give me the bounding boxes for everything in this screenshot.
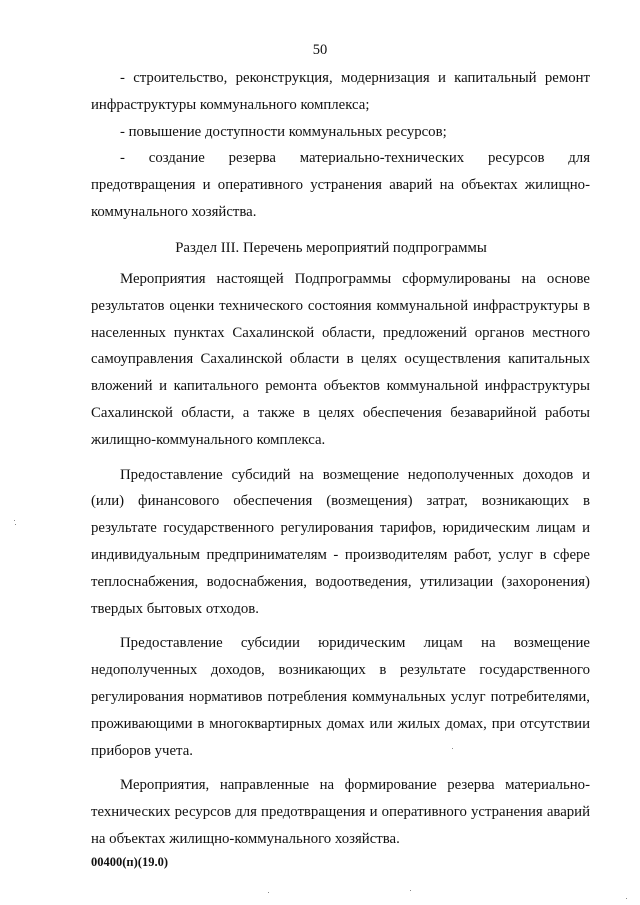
section-body [91,266,590,853]
paragraph: Мероприятия настоящей Подпрограммы сформулированы на основе результатов оценки технического состояния коммунальной инфраструктуры в населенных пунктах Сахалинской области, предложений органов местного самоуправления Сахалинской области в целях осуществления капитальных вложений и капитального ремонта объектов коммунальной инфраструктуры Сахалинской области, а также в целях обеспечения безаварийной работы жилищно-коммунального комплекса. [91,271,590,448]
list-item: - повышение доступности коммунальных ресурсов; [120,123,447,140]
list-item: - строительство, реконструкция, модернизация и капитальный ремонт инфраструктуры коммунального комплекса; [91,70,590,113]
intro-list [91,65,590,226]
list-item: - создание резерва материально-технических ресурсов для предотвращения и оперативного устранения аварий на объектах жилищно-коммунального хозяйства. [91,150,590,220]
paragraph: Предоставление субсидий на возмещение недополученных доходов и (или) финансового обеспечения (возмещения) затрат, возникающих в результате государственного регулирования тарифов, юридическим лицам и индивидуальным предпринимателям - производителям работ, услуг в сфере теплоснабжения, водоснабжения, водоотведения, утилизации (захоронения) твердых бытовых отходов. [91,466,590,617]
section-heading: Раздел III. Перечень мероприятий подпрограммы [175,240,487,256]
scan-speck [452,748,453,749]
document-code: 00400(п)(19.0) [91,855,168,869]
paragraph: Мероприятия, направленные на формирование резерва материально-технических ресурсов для предотвращения и оперативного устранения аварий на объектах жилищно-коммунального хозяйства. [91,777,590,847]
scan-speck [14,520,15,521]
page-number: 50 [312,42,328,58]
scan-speck [15,524,16,525]
scan-speck [268,892,269,893]
paragraph: Предоставление субсидии юридическим лицам на возмещение недополученных доходов, возникающих в результате государственного регулирования нормативов потребления коммунальных услуг потребителями, проживающими в многоквартирных домах или жилых домах, при отсутствии приборов учета. [91,635,590,759]
scan-speck [410,890,411,891]
scan-speck [626,898,627,899]
